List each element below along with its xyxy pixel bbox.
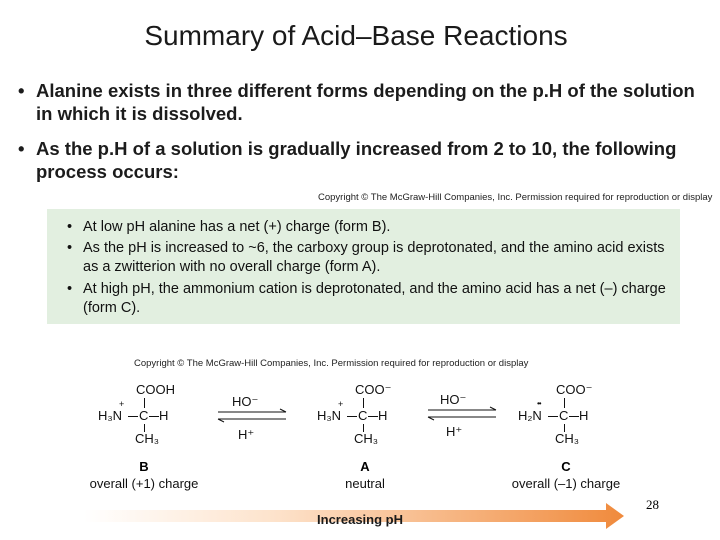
bullet-symbol: • bbox=[18, 80, 25, 101]
increasing-ph-label: Increasing pH bbox=[317, 512, 403, 527]
note-text: At high pH, the ammonium cation is deprotonated, and the amino acid has a net (–) charge (form C). bbox=[83, 281, 666, 316]
equilibrium-1-forward-reagent: HO⁻ bbox=[232, 394, 259, 409]
form-a-left-group: H₃N bbox=[317, 408, 342, 423]
bond-line bbox=[347, 416, 357, 417]
form-b-center: C bbox=[139, 408, 149, 423]
form-c-top-group: COO⁻ bbox=[556, 382, 593, 397]
note-text: At low pH alanine has a net (+) charge (form B). bbox=[83, 219, 391, 235]
bullet-text: Alanine exists in three different forms depending on the p.H of the solution in which it is dissolved. bbox=[36, 80, 695, 124]
note-bullet: • bbox=[67, 219, 73, 235]
form-c-left-group: H₂N bbox=[518, 408, 542, 423]
equilibrium-2-forward-reagent: HO⁻ bbox=[440, 392, 467, 407]
note-text: As the pH is increased to ~6, the carboxy group is deprotonated, and the amino acid exists as a zwitterion with no overall charge (form A). bbox=[83, 240, 665, 275]
form-b-right: H bbox=[159, 408, 169, 423]
form-c-right: H bbox=[579, 408, 589, 423]
note-item bbox=[67, 218, 672, 237]
form-a-n-charge: + bbox=[338, 399, 344, 409]
bond-line bbox=[128, 416, 138, 417]
bullet-symbol: • bbox=[18, 138, 25, 159]
copyright-notice: Copyright © The McGraw-Hill Companies, Inc. Permission required for reproduction or display bbox=[134, 358, 529, 369]
form-a-bottom: CH₃ bbox=[354, 431, 379, 446]
bullet-text: As the p.H of a solution is gradually increased from 2 to 10, the following process occurs: bbox=[36, 138, 677, 182]
summary-note-box bbox=[47, 209, 680, 324]
form-b-top-group: COOH bbox=[136, 382, 175, 397]
equilibrium-arrows bbox=[426, 406, 500, 422]
bond-line bbox=[569, 416, 579, 417]
form-a-center: C bbox=[358, 408, 368, 423]
equilibrium-1-reverse-reagent: H⁺ bbox=[238, 427, 255, 442]
form-a-right: H bbox=[378, 408, 388, 423]
form-b-bottom: CH₃ bbox=[135, 431, 160, 446]
form-a-charge-label: neutral bbox=[345, 476, 385, 491]
page-number: 28 bbox=[646, 497, 659, 512]
bond-line bbox=[548, 416, 558, 417]
note-bullet: • bbox=[67, 240, 73, 256]
bullet-item bbox=[18, 79, 708, 125]
slide-title: Summary of Acid–Base Reactions bbox=[144, 20, 568, 51]
form-b-n-charge: + bbox=[119, 399, 125, 409]
form-b-left-group: H₃N bbox=[98, 408, 123, 423]
form-a-top-group: COO⁻ bbox=[355, 382, 392, 397]
form-b-letter: B bbox=[139, 459, 149, 474]
form-b-charge-label: overall (+1) charge bbox=[89, 476, 199, 491]
form-c-bottom: CH₃ bbox=[555, 431, 580, 446]
bond-line bbox=[363, 398, 364, 408]
bond-line bbox=[149, 416, 159, 417]
equilibrium-arrows bbox=[216, 408, 290, 424]
equilibrium-2-reverse-reagent: H⁺ bbox=[446, 424, 463, 439]
form-c-charge-label: overall (–1) charge bbox=[511, 476, 621, 491]
form-c-letter: C bbox=[561, 459, 571, 474]
form-a-letter: A bbox=[360, 459, 370, 474]
copyright-notice: Copyright © The McGraw-Hill Companies, Inc. Permission required for reproduction or display bbox=[318, 192, 713, 203]
bond-line bbox=[144, 398, 145, 408]
bond-line bbox=[368, 416, 378, 417]
note-item bbox=[67, 280, 677, 318]
bond-line bbox=[564, 398, 565, 408]
form-c-center: C bbox=[559, 408, 569, 423]
bullet-item bbox=[18, 137, 708, 183]
note-bullet: • bbox=[67, 281, 73, 297]
note-item bbox=[67, 239, 677, 277]
form-c-lone-pair: •• bbox=[537, 399, 541, 408]
